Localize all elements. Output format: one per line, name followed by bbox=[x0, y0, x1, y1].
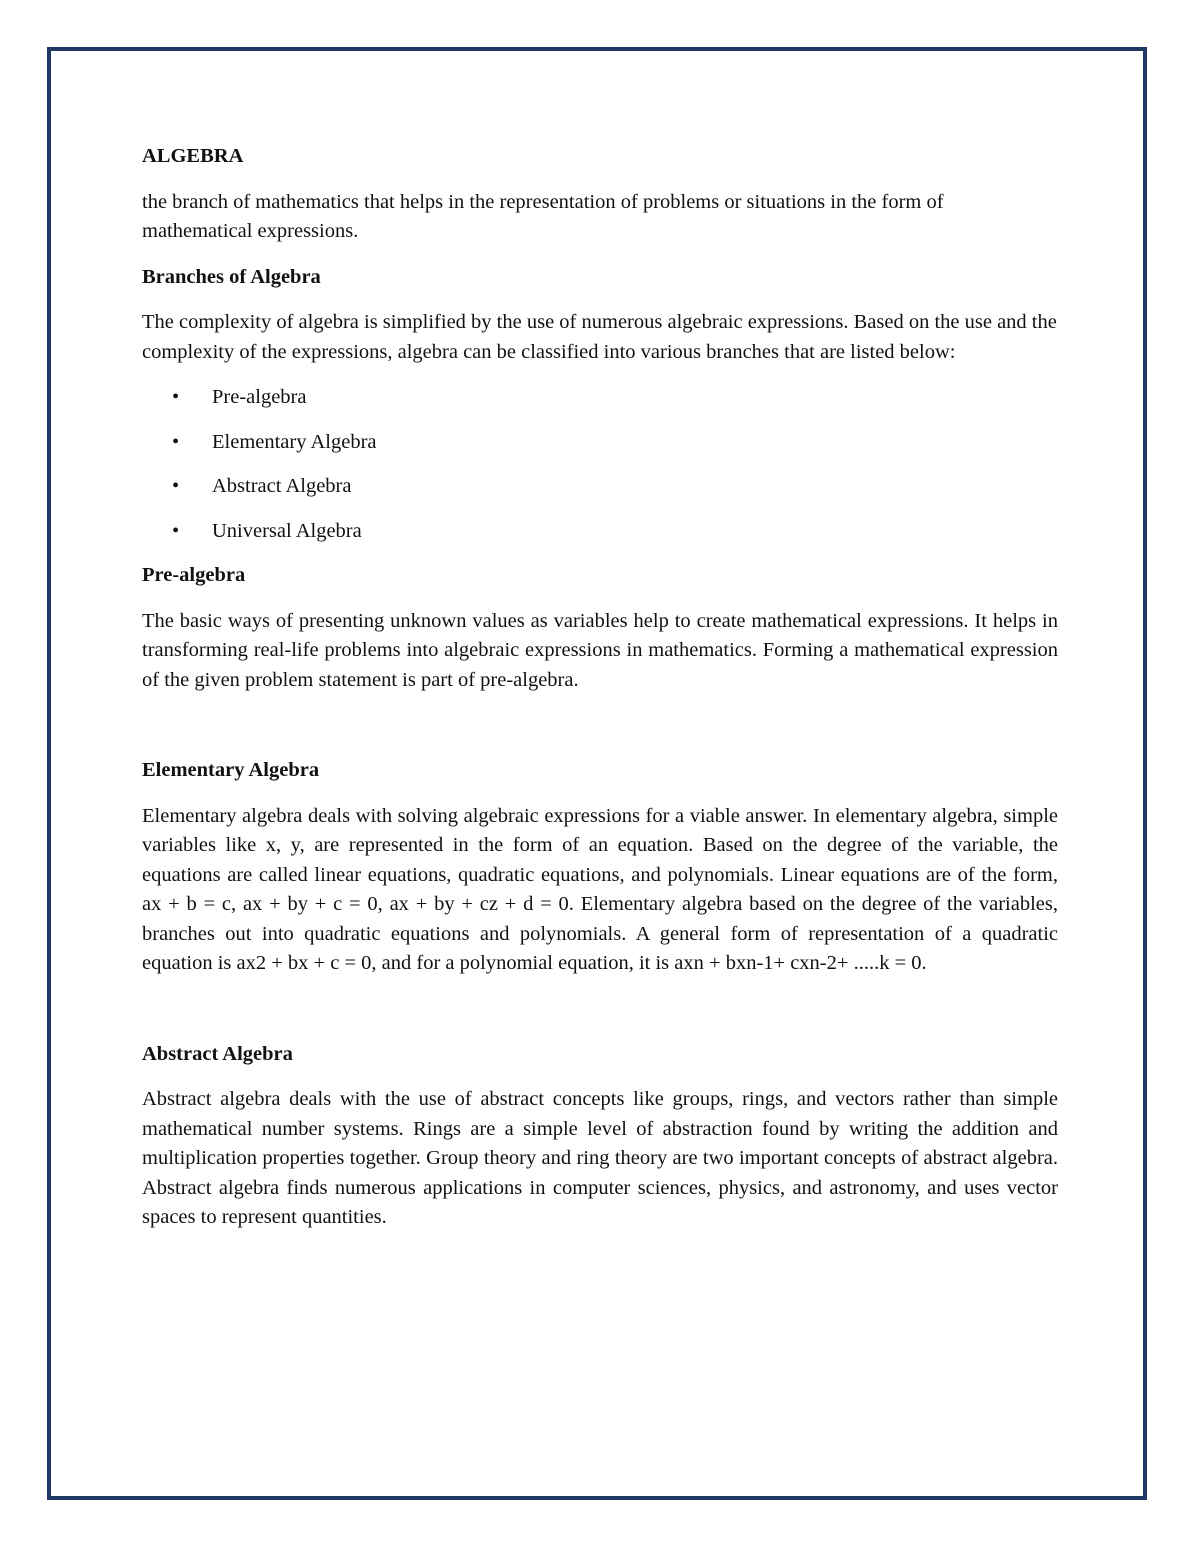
bullet-icon: • bbox=[172, 386, 180, 408]
bullet-icon: • bbox=[172, 519, 180, 542]
branches-list bbox=[142, 383, 1058, 546]
bullet-icon: • bbox=[172, 475, 180, 497]
section-spacer bbox=[142, 711, 1058, 756]
list-item-label: Abstract Algebra bbox=[212, 475, 352, 497]
elementary-algebra-paragraph: Elementary algebra deals with solving algebraic expressions for a viable answer. In elementary algebra, simple variables like x, y, are represented in the form of an equation. Based on the degree of the variable, the equations are called linear equations, quadratic equations, and polynomials. Linear equations are of the form, ax + b = c, ax + by + c = 0, ax + by + cz + d = 0. Elementary algebra based on the degree of the variables, branches out into quadratic equations and polynomials. A general form of representation of a quadratic equation is ax2 + bx + c = 0, and for a polynomial equation, it is axn + bxn-1+ cxn-2+ .....k = 0. bbox=[142, 804, 1058, 974]
list-item-label: Elementary Algebra bbox=[212, 430, 377, 453]
branches-paragraph: The complexity of algebra is simplified by the use of numerous algebraic expressions. Based on the use and the complexity of the expressions, algebra can be classified into various branches that are listed below: bbox=[142, 311, 1057, 363]
list-item bbox=[142, 383, 1058, 413]
branches-heading: Branches of Algebra bbox=[142, 265, 321, 288]
document-body bbox=[142, 142, 1058, 1249]
document-title: ALGEBRA bbox=[142, 145, 244, 167]
abstract-algebra-paragraph: Abstract algebra deals with the use of abstract concepts like groups, rings, and vectors rather than simple mathematical number systems. Rings are a simple level of abstraction found by writing the addition and multiplication properties together. Group theory and ring theory are two important concepts of abstract algebra. Abstract algebra finds numerous applications in computer sciences, physics, and astronomy, and uses vector spaces to represent quantities. bbox=[142, 1088, 1058, 1228]
pre-algebra-paragraph: The basic ways of presenting unknown values as variables help to create mathematical expressions. It helps in transforming real-life problems into algebraic expressions in mathematics. Forming a mathematical expression of the given problem statement is part of pre-algebra. bbox=[142, 609, 1058, 691]
intro-paragraph: the branch of mathematics that helps in the representation of problems or situations in the form of mathematical expressions. bbox=[142, 190, 944, 242]
list-item bbox=[142, 517, 1058, 547]
list-item bbox=[142, 472, 1058, 502]
pre-algebra-heading: Pre-algebra bbox=[142, 564, 246, 586]
elementary-algebra-heading: Elementary Algebra bbox=[142, 759, 320, 781]
list-item-label: Pre-algebra bbox=[212, 386, 307, 408]
bullet-icon: • bbox=[172, 430, 180, 453]
abstract-algebra-heading: Abstract Algebra bbox=[142, 1042, 293, 1065]
list-item bbox=[142, 428, 1058, 458]
list-item-label: Universal Algebra bbox=[212, 519, 362, 542]
section-spacer bbox=[142, 995, 1058, 1040]
